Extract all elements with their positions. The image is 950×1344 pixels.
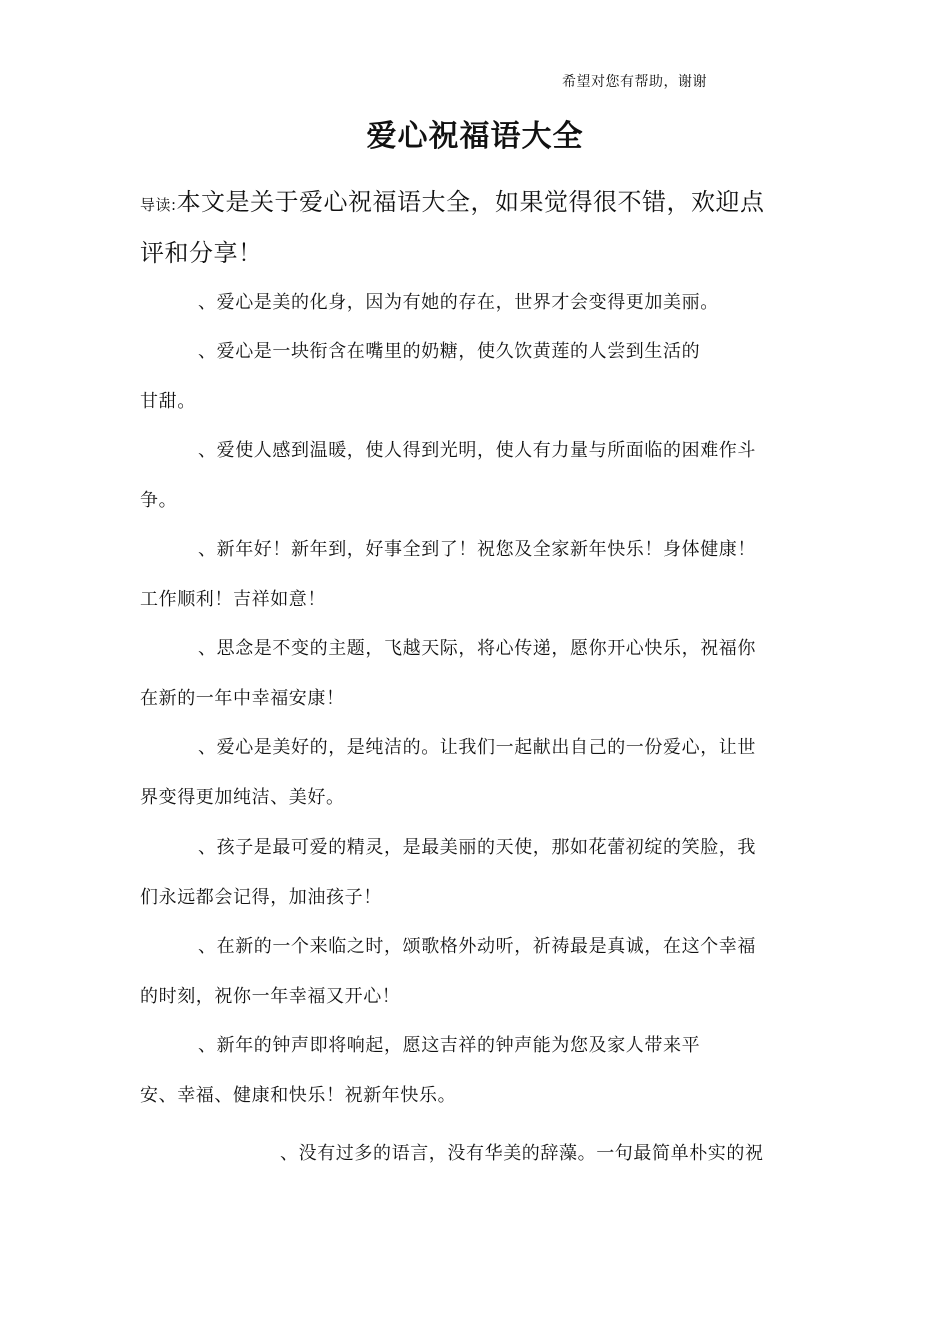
blessing-paragraph-8 <box>140 922 815 1022</box>
paragraph-line: 甘甜。 <box>140 391 196 412</box>
blessing-paragraph-7 <box>140 823 815 923</box>
paragraph-line: 安、幸福、健康和快乐！祝新年快乐。 <box>140 1085 457 1106</box>
paragraph-line: 在新的一年中幸福安康！ <box>140 688 345 709</box>
paragraph-line: 们永远都会记得，加油孩子！ <box>140 887 382 908</box>
paragraph-line: 、新年好！新年到，好事全到了！祝您及全家新年快乐！身体健康！ <box>198 539 756 560</box>
page-title: 爱心祝福语大全 <box>366 119 584 154</box>
paragraph-line: 、新年的钟声即将响起，愿这吉祥的钟声能为您及家人带来平 <box>198 1035 701 1056</box>
paragraph-line: 、爱使人感到温暖，使人得到光明，使人有力量与所面临的困难作斗 <box>198 440 756 461</box>
intro-paragraph <box>140 178 820 277</box>
blessing-paragraph-3 <box>140 426 815 526</box>
blessing-paragraph-1 <box>140 278 815 328</box>
intro-line-2: 评和分享！ <box>140 239 263 267</box>
blessing-paragraph-10 <box>140 1129 815 1179</box>
intro-label: 导读: <box>140 196 177 214</box>
paragraph-line: 、孩子是最可爱的精灵，是最美丽的天使，那如花蕾初绽的笑脸，我 <box>198 837 756 858</box>
blessing-paragraph-4 <box>140 525 815 625</box>
paragraph-line: 、思念是不变的主题，飞越天际，将心传递，愿你开心快乐，祝福你 <box>198 638 756 659</box>
paragraph-line: 、爱心是一块衔含在嘴里的奶糖，使久饮黄莲的人尝到生活的 <box>198 341 701 362</box>
blessing-paragraph-2 <box>140 327 815 427</box>
paragraph-line: 的时刻，祝你一年幸福又开心！ <box>140 986 401 1007</box>
paragraph-line: 争。 <box>140 490 178 511</box>
paragraph-line: 、没有过多的语言，没有华美的辞藻。一句最简单朴实的祝 <box>280 1143 764 1164</box>
paragraph-line: 界变得更加纯洁、美好。 <box>140 787 345 808</box>
paragraph-line: 、爱心是美的化身，因为有她的存在，世界才会变得更加美丽。 <box>198 292 719 313</box>
paragraph-line: 、爱心是美好的，是纯洁的。让我们一起献出自己的一份爱心，让世 <box>198 737 756 758</box>
blessing-paragraph-5 <box>140 624 815 724</box>
paragraph-line: 工作顺利！吉祥如意！ <box>140 589 326 610</box>
header-note: 希望对您有帮助，谢谢 <box>562 74 707 90</box>
intro-line-1: 本文是关于爱心祝福语大全，如果觉得很不错，欢迎点 <box>176 188 765 216</box>
paragraph-line: 、在新的一个来临之时，颂歌格外动听，祈祷最是真诚，在这个幸福 <box>198 936 756 957</box>
blessing-paragraph-6 <box>140 723 815 823</box>
blessing-paragraph-9 <box>140 1021 815 1121</box>
